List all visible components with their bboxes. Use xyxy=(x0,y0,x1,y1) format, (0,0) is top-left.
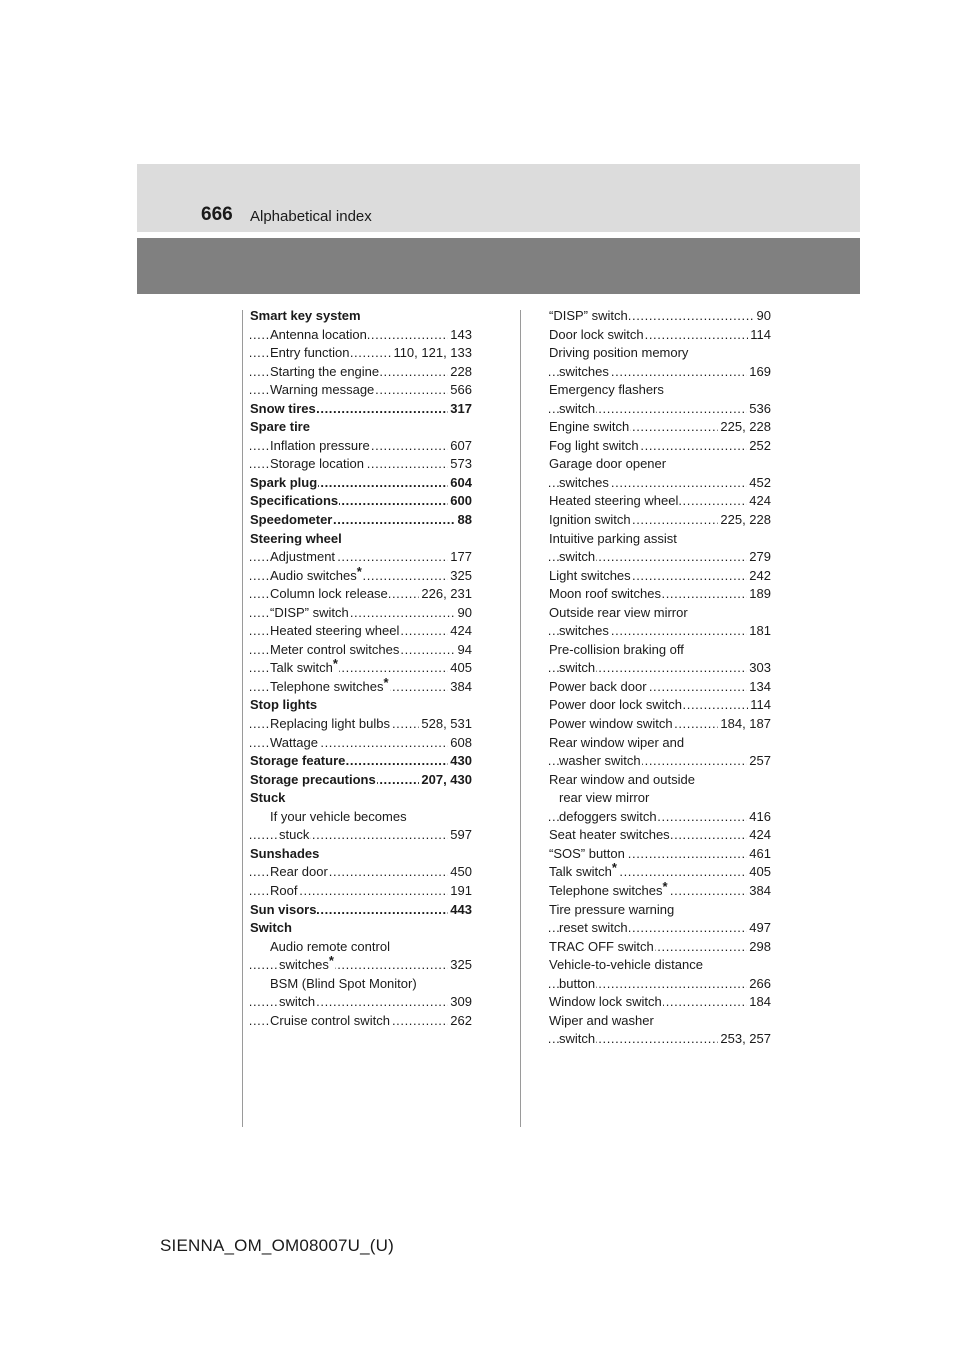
index-entry-page: 298 xyxy=(747,938,771,957)
index-entry xyxy=(250,993,472,1012)
index-entry-text: Intuitive parking assist xyxy=(549,530,677,546)
index-entry xyxy=(549,622,771,641)
index-entry-text: Entry function xyxy=(270,345,350,361)
index-entry xyxy=(549,381,771,400)
index-entry xyxy=(549,530,771,549)
index-entry-text: Wattage xyxy=(270,734,318,750)
index-entry xyxy=(250,381,472,400)
index-entry-page: 528, 531 xyxy=(419,715,472,734)
footnote-asterisk: * xyxy=(356,566,362,579)
index-entry-text: Replacing light bulbs xyxy=(270,716,390,732)
index-entry xyxy=(250,400,472,419)
index-entry-page: 279 xyxy=(747,548,771,567)
index-entry-text: Vehicle-to-vehicle distance xyxy=(549,957,703,973)
index-entry-page: 134 xyxy=(747,678,771,697)
index-entry-text: Snow tires xyxy=(250,400,316,416)
index-entry xyxy=(250,1012,472,1031)
index-entry-page: 88 xyxy=(456,511,472,530)
index-column-left xyxy=(250,307,472,1030)
index-entry-text: Power door lock switch xyxy=(549,697,682,713)
index-entry-page: 90 xyxy=(755,307,771,326)
left-column-rule xyxy=(242,310,243,1127)
index-entry xyxy=(549,400,771,419)
index-entry-text: Heated steering wheel xyxy=(270,623,400,639)
section-title: Alphabetical index xyxy=(250,208,372,225)
index-entry xyxy=(549,548,771,567)
index-entry xyxy=(250,678,472,697)
index-entry-page: 191 xyxy=(448,882,472,901)
index-entry xyxy=(549,919,771,938)
index-entry xyxy=(250,363,472,382)
index-entry-text: Telephone switches* xyxy=(270,679,390,694)
index-entry-page: 309 xyxy=(448,993,472,1012)
index-entry xyxy=(549,938,771,957)
index-entry-text: Cruise control switch xyxy=(270,1012,390,1028)
index-entry-text: switches xyxy=(559,623,609,639)
index-entry xyxy=(250,326,472,345)
index-entry-page: 536 xyxy=(747,400,771,419)
index-entry-text: washer switch xyxy=(559,753,641,769)
index-entry-text: stuck xyxy=(279,827,310,843)
index-entry-text: Specifications xyxy=(250,493,339,509)
index-entry xyxy=(549,437,771,456)
index-entry-page: 184, 187 xyxy=(718,715,771,734)
index-entry xyxy=(549,808,771,827)
index-entry-text: Inflation pressure xyxy=(270,437,370,453)
index-entry-text: Seat heater switches xyxy=(549,827,670,843)
index-entry xyxy=(549,882,771,901)
index-entry-page: 110, 121, 133 xyxy=(391,344,472,363)
index-entry-page: 325 xyxy=(448,956,472,975)
index-entry xyxy=(250,418,472,437)
index-entry-page: 416 xyxy=(747,808,771,827)
index-entry-text: Adjustment xyxy=(270,549,336,565)
index-entry xyxy=(250,882,472,901)
index-entry-text: Rear window wiper and xyxy=(549,734,685,750)
index-entry xyxy=(549,845,771,864)
index-entry-page: 94 xyxy=(456,641,472,660)
index-entry xyxy=(549,771,771,790)
index-entry xyxy=(549,696,771,715)
index-entry xyxy=(549,418,771,437)
index-entry-text: Meter control switches xyxy=(270,641,400,657)
index-entry xyxy=(549,975,771,994)
index-entry-text: Telephone switches* xyxy=(549,883,669,898)
index-entry xyxy=(250,641,472,660)
index-entry xyxy=(549,641,771,660)
index-entry xyxy=(549,567,771,586)
index-entry-text: Sun visors xyxy=(250,901,317,917)
index-entry xyxy=(250,845,472,864)
index-entry xyxy=(549,826,771,845)
index-entry-page: 443 xyxy=(448,901,472,920)
index-entry-text: Audio remote control xyxy=(270,938,390,954)
index-entry-page: 573 xyxy=(448,455,472,474)
index-entry xyxy=(250,307,472,326)
index-entry-text: switch xyxy=(559,549,596,565)
index-entry xyxy=(549,901,771,920)
index-entry xyxy=(549,363,771,382)
index-entry-page: 189 xyxy=(747,585,771,604)
index-entry xyxy=(549,344,771,363)
index-entry-text: Speedometer xyxy=(250,512,333,528)
index-entry-page: 207, 430 xyxy=(419,771,472,790)
index-entry-text: Audio switches* xyxy=(270,568,363,583)
index-entry xyxy=(250,696,472,715)
index-entry xyxy=(250,455,472,474)
index-entry-text: Rear window and outside xyxy=(549,771,695,787)
index-entry-text: Stop lights xyxy=(250,697,318,713)
index-entry-page: 181 xyxy=(747,622,771,641)
index-entry xyxy=(549,1030,771,1049)
index-entry-text: “DISP” switch xyxy=(549,308,628,323)
index-entry-page: 169 xyxy=(747,363,771,382)
index-entry-text: switch xyxy=(559,660,596,676)
index-entry-text: Engine switch xyxy=(549,419,630,435)
index-entry-text: Door lock switch xyxy=(549,326,644,342)
index-entry xyxy=(250,548,472,567)
index-entry-page: 184 xyxy=(747,993,771,1012)
index-entry-text: Window lock switch xyxy=(549,994,662,1010)
header-bar xyxy=(137,164,860,232)
index-entry-text: switch xyxy=(279,994,316,1010)
index-entry-text: Light switches xyxy=(549,567,631,583)
index-entry xyxy=(250,752,472,771)
index-entry-page: 225, 228 xyxy=(718,511,771,530)
index-entry-page: 257 xyxy=(747,752,771,771)
index-entry-text: switches* xyxy=(279,957,335,972)
index-entry xyxy=(549,455,771,474)
index-entry xyxy=(250,938,472,957)
document-id: SIENNA_OM_OM08007U_(U) xyxy=(160,1236,394,1255)
index-entry-text: Warning message xyxy=(270,382,375,398)
index-entry-text: Storage location xyxy=(270,456,364,472)
index-entry-page: 242 xyxy=(747,567,771,586)
index-entry-text: Fog light switch xyxy=(549,437,639,453)
index-entry-text: Driving position memory xyxy=(549,345,689,361)
index-entry-page: 114 xyxy=(748,326,771,345)
index-entry-page: 405 xyxy=(448,659,472,678)
index-entry xyxy=(250,530,472,549)
index-entry xyxy=(549,993,771,1012)
index-entry-text: BSM (Blind Spot Monitor) xyxy=(270,975,417,991)
index-entry xyxy=(250,771,472,790)
index-entry xyxy=(250,715,472,734)
index-entry xyxy=(250,437,472,456)
index-entry-text: Wiper and washer xyxy=(549,1012,654,1028)
index-entry-text: Roof xyxy=(270,882,298,898)
index-entry-page: 461 xyxy=(747,845,771,864)
index-entry xyxy=(250,344,472,363)
index-entry-text: switch xyxy=(559,1031,596,1047)
index-entry-text: Talk switch* xyxy=(549,864,618,879)
index-entry-page: 600 xyxy=(448,492,472,511)
index-entry-page: 607 xyxy=(448,437,472,456)
index-entry-text: Garage door opener xyxy=(549,456,667,472)
index-entry-page: 424 xyxy=(747,492,771,511)
index-entry-text: Pre-collision braking off xyxy=(549,641,684,657)
index-entry-text: “SOS” button xyxy=(549,845,625,861)
index-entry-page: 405 xyxy=(747,863,771,882)
index-entry-page: 597 xyxy=(448,826,472,845)
index-entry xyxy=(549,789,771,808)
index-entry-text: switch xyxy=(559,400,596,416)
index-entry-text: Moon roof switches xyxy=(549,586,661,602)
index-entry-text: “DISP” switch xyxy=(270,604,349,620)
index-entry-page: 424 xyxy=(747,826,771,845)
index-entry-text: Talk switch* xyxy=(270,660,339,675)
footnote-asterisk: * xyxy=(611,863,617,876)
index-entry-page: 430 xyxy=(448,752,472,771)
index-entry-text: Storage feature xyxy=(250,753,346,769)
index-entry xyxy=(250,622,472,641)
footnote-asterisk: * xyxy=(332,659,338,672)
index-entry-page: 384 xyxy=(747,882,771,901)
index-entry xyxy=(549,956,771,975)
index-entry-text: defoggers switch xyxy=(559,808,657,824)
index-entry-page: 262 xyxy=(448,1012,472,1031)
index-entry xyxy=(250,919,472,938)
index-entry xyxy=(250,975,472,994)
index-entry-page: 90 xyxy=(456,604,472,623)
index-entry-page: 450 xyxy=(448,863,472,882)
index-entry xyxy=(549,326,771,345)
index-entry-page: 424 xyxy=(448,622,472,641)
index-entry-text: Rear door xyxy=(270,864,328,880)
index-entry-text: Sunshades xyxy=(250,845,320,861)
index-entry-text: Stuck xyxy=(250,790,286,806)
header-band xyxy=(137,238,860,294)
index-entry-text: Outside rear view mirror xyxy=(549,604,688,620)
index-entry-page: 303 xyxy=(747,659,771,678)
index-entry-page: 452 xyxy=(747,474,771,493)
index-entry xyxy=(250,901,472,920)
index-entry xyxy=(250,808,472,827)
index-entry-text: TRAC OFF switch xyxy=(549,938,654,954)
index-entry xyxy=(250,734,472,753)
index-entry xyxy=(250,474,472,493)
index-entry xyxy=(549,715,771,734)
index-entry xyxy=(549,659,771,678)
index-entry-page: 177 xyxy=(448,548,472,567)
index-entry xyxy=(549,474,771,493)
index-entry xyxy=(549,585,771,604)
footnote-asterisk: * xyxy=(328,956,334,969)
index-entry xyxy=(250,956,472,975)
index-entry xyxy=(549,492,771,511)
index-entry-page: 266 xyxy=(747,975,771,994)
page-number: 666 xyxy=(201,204,233,225)
index-entry-text: If your vehicle becomes xyxy=(270,808,407,824)
index-entry-text: Switch xyxy=(250,920,292,936)
index-entry-text: Spark plug xyxy=(250,474,318,490)
index-entry-page: 143 xyxy=(448,326,472,345)
footnote-asterisk: * xyxy=(383,677,389,690)
index-entry-page: 608 xyxy=(448,734,472,753)
index-entry xyxy=(549,307,771,326)
index-entry xyxy=(250,789,472,808)
index-entry-text: Emergency flashers xyxy=(549,382,664,398)
index-entry xyxy=(250,585,472,604)
index-entry-text: Spare tire xyxy=(250,419,310,435)
index-entry-page: 225, 228 xyxy=(718,418,771,437)
index-entry-text: Starting the engine xyxy=(270,363,380,379)
index-entry xyxy=(549,604,771,623)
middle-column-rule xyxy=(520,310,521,1127)
index-entry-page: 253, 257 xyxy=(718,1030,771,1049)
index-entry xyxy=(250,604,472,623)
index-entry-text: Tire pressure warning xyxy=(549,901,675,917)
index-entry-text: Storage precautions xyxy=(250,771,376,787)
footnote-asterisk: * xyxy=(662,881,668,894)
index-entry-page: 252 xyxy=(747,437,771,456)
index-entry-page: 497 xyxy=(747,919,771,938)
index-entry-page: 317 xyxy=(448,400,472,419)
index-entry-text: Steering wheel xyxy=(250,530,342,546)
index-entry-page: 325 xyxy=(448,567,472,586)
index-entry-page: 566 xyxy=(448,381,472,400)
index-entry-text: switches xyxy=(559,363,609,379)
index-entry xyxy=(250,659,472,678)
index-entry xyxy=(549,678,771,697)
index-entry-page: 114 xyxy=(748,696,771,715)
index-entry-text: Antenna location xyxy=(270,326,367,342)
index-entry-text: Power window switch xyxy=(549,716,673,732)
index-entry-text: Heated steering wheel xyxy=(549,493,679,509)
index-entry-page: 228 xyxy=(448,363,472,382)
index-entry xyxy=(549,752,771,771)
index-entry-page: 384 xyxy=(448,678,472,697)
index-entry xyxy=(549,511,771,530)
index-entry xyxy=(250,863,472,882)
index-entry xyxy=(549,863,771,882)
index-column-right xyxy=(549,307,771,1049)
index-entry-text: Smart key system xyxy=(250,308,361,323)
index-entry xyxy=(250,511,472,530)
index-entry xyxy=(250,826,472,845)
index-entry xyxy=(250,492,472,511)
index-entry xyxy=(549,734,771,753)
index-entry-page: 604 xyxy=(448,474,472,493)
index-entry xyxy=(250,567,472,586)
index-entry-text: button xyxy=(559,975,596,991)
index-entry-text: Ignition switch xyxy=(549,512,631,528)
index-entry-text: Column lock release xyxy=(270,586,388,602)
index-entry xyxy=(549,1012,771,1031)
index-entry-text: reset switch xyxy=(559,920,628,936)
index-entry-text: rear view mirror xyxy=(559,790,650,806)
index-entry-text: switches xyxy=(559,474,609,490)
index-entry-page: 226, 231 xyxy=(419,585,472,604)
index-entry-text: Power back door xyxy=(549,678,647,694)
